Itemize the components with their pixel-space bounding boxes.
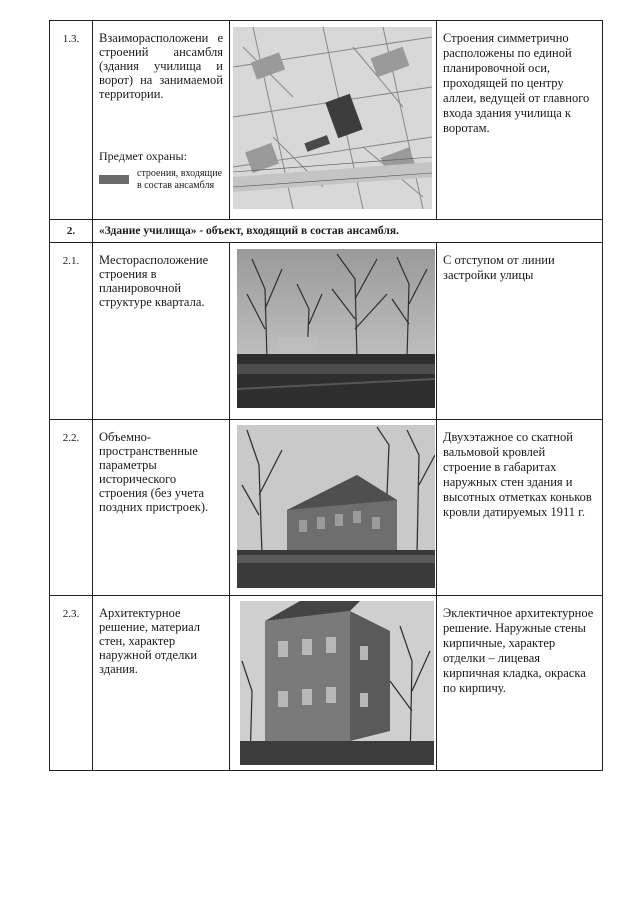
row-number: 2.1. — [50, 243, 93, 420]
row-comment: Строения симметрично расположены по единой планировочной оси, проходящей по центру аллеи, ведущей от главного входа здания училища к воротам. — [437, 21, 603, 220]
row-description: Объемно-пространственные параметры исторического строения (без учета поздних пристроек). — [93, 420, 230, 596]
row-description: Месторасположение строения в планировочной структуре квартала. — [93, 243, 230, 420]
section-number: 2. — [50, 220, 93, 243]
row-number: 2.3. — [50, 596, 93, 771]
photo-cell — [230, 243, 437, 420]
photo-cell — [230, 21, 437, 220]
table-row — [50, 21, 603, 220]
row-number: 2.2. — [50, 420, 93, 596]
legend-item — [99, 168, 223, 192]
protection-table — [49, 20, 603, 771]
legend-swatch — [99, 175, 129, 184]
row-number: 1.3. — [50, 21, 93, 220]
legend-text: строения, входящие в состав ансамбля — [137, 168, 223, 191]
table-row — [50, 243, 603, 420]
row-comment: С отступом от линии застройки улицы — [437, 243, 603, 420]
legend-title: Предмет охраны: — [99, 149, 187, 163]
description-text: Взаиморасположени е строений ансамбля (здания училища и ворот) на занимаемой территории. — [99, 31, 223, 101]
table-row — [50, 420, 603, 596]
section-row — [50, 220, 603, 243]
section-title: «Здание училища» - объект, входящий в состав ансамбля. — [93, 220, 603, 243]
photo-cell — [230, 420, 437, 596]
row-description: Архитектурное решение, материал стен, характер наружной отделки здания. — [93, 596, 230, 771]
row-comment: Эклектичное архитектурное решение. Наружные стены кирпичные, характер отделки – лицевая кирпичная кладка, окраска по кирпичу. — [437, 596, 603, 771]
photo-cell — [230, 596, 437, 771]
street-trees-photo — [237, 249, 435, 408]
site-plan-map — [233, 27, 432, 209]
building-facade-photo — [237, 425, 435, 588]
table-row — [50, 596, 603, 771]
row-comment: Двухэтажное со скатной вальмовой кровлей строение в габаритах наружных стен здания и высотных отметках коньков кровли датируемых 1911 г. — [437, 420, 603, 596]
building-corner-photo — [240, 601, 434, 765]
row-description — [93, 21, 230, 220]
